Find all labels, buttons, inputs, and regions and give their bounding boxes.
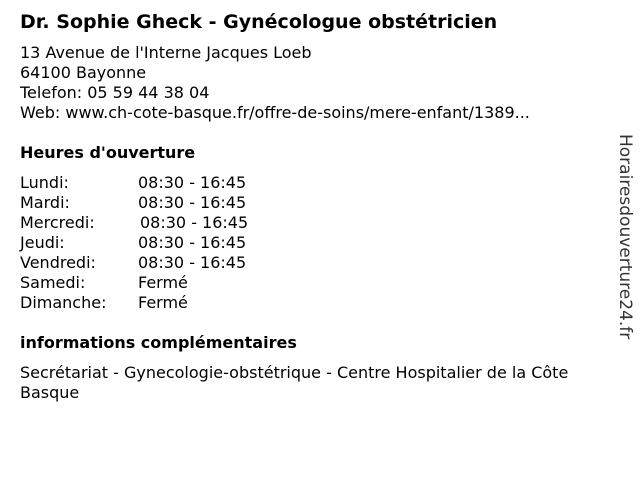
time-value: 08:30 - 16:45 — [138, 173, 247, 192]
contact-block — [20, 43, 610, 123]
hours-row-saturday — [20, 273, 610, 293]
practitioner-card — [20, 10, 610, 403]
day-label: Vendredi: — [20, 253, 96, 272]
time-value: 08:30 - 16:45 — [140, 213, 249, 232]
day-label: Jeudi: — [20, 233, 65, 252]
day-label: Mercredi: — [20, 213, 95, 232]
phone-number[interactable]: Telefon: 05 59 44 38 04 — [20, 83, 210, 102]
time-value: Fermé — [138, 273, 188, 292]
time-value: Fermé — [138, 293, 188, 312]
time-value: 08:30 - 16:45 — [138, 193, 247, 212]
site-watermark: Horairesdouverture24.fr — [615, 134, 635, 340]
additional-info-text: Secrétariat - Gynecologie-obstétrique - Centre Hospitalier de la Côte Basque — [20, 363, 569, 402]
website-link[interactable]: Web: www.ch-cote-basque.fr/offre-de-soins/mere-enfant/1389... — [20, 103, 530, 122]
hours-row-sunday — [20, 293, 610, 313]
hours-row-tuesday — [20, 193, 610, 213]
day-label: Lundi: — [20, 173, 69, 192]
opening-hours-heading: Heures d'ouverture — [20, 143, 196, 162]
street-address: 13 Avenue de l'Interne Jacques Loeb — [20, 43, 312, 62]
day-label: Mardi: — [20, 193, 70, 212]
page-title: Dr. Sophie Gheck - Gynécologue obstétricien — [20, 11, 498, 33]
time-value: 08:30 - 16:45 — [138, 233, 247, 252]
day-label: Samedi: — [20, 273, 86, 292]
hours-row-friday — [20, 253, 610, 273]
opening-hours-table — [20, 173, 610, 313]
hours-row-thursday — [20, 233, 610, 253]
additional-info-heading: informations complémentaires — [20, 333, 297, 352]
day-label: Dimanche: — [20, 293, 107, 312]
time-value: 08:30 - 16:45 — [138, 253, 247, 272]
hours-row-wednesday — [20, 213, 610, 233]
city-address: 64100 Bayonne — [20, 63, 147, 82]
hours-row-monday — [20, 173, 610, 193]
